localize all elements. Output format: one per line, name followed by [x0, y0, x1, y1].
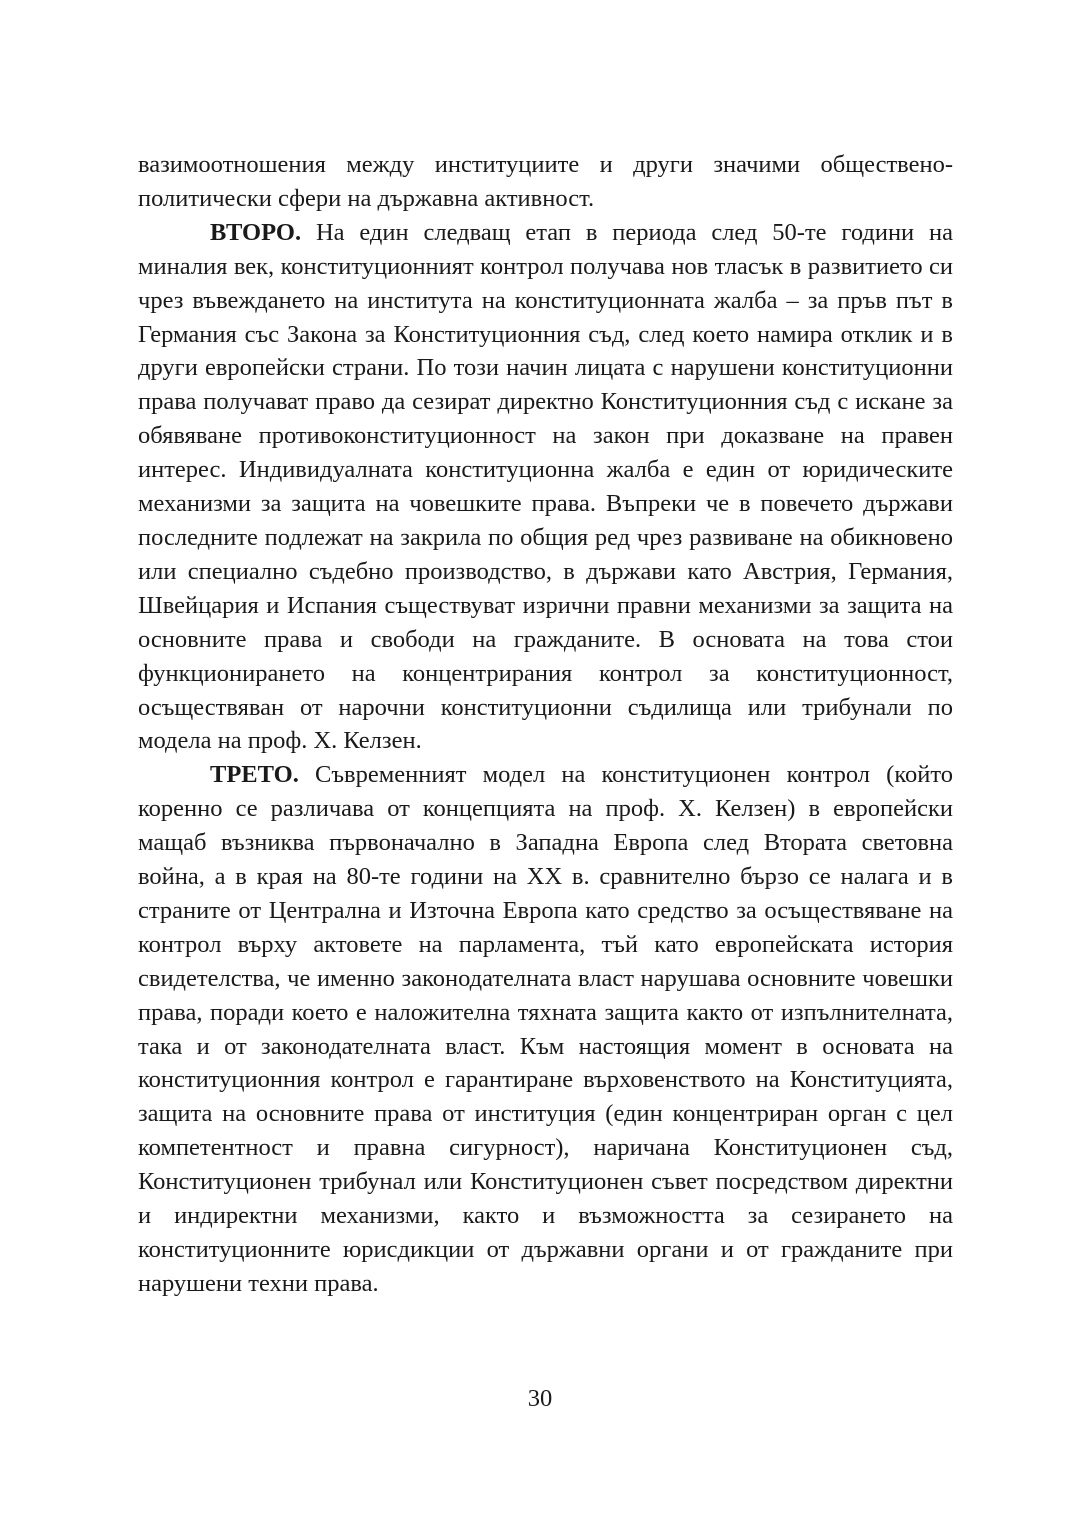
paragraph-third [138, 758, 953, 1301]
continuation-paragraph: вазимоотношения между институциите и други значими обществено-политически сфери на държавна активност. [138, 151, 953, 212]
body-text [138, 148, 953, 1301]
paragraph-second [138, 216, 953, 759]
page-number: 30 [527, 1385, 553, 1412]
paragraph-second-lead-in: ВТОРО. [210, 218, 302, 246]
paragraph-second-text: На един следващ етап в периода след 50-те години на миналия век, конституционният контрол получава нов тласък в развитието си чрез въвеждането на института на конституционната жалба – за пръв път в Германия със Закона за Конституционния съд, след което намира отклик и в други европейски страни. По този начин лицата с нарушени конституционни права получават право да сезират директно Конституционния съд с искане за обявяване противоконституционност на закон при доказване на правен интерес. Индивидуалната конституционна жалба е един от юридическите механизми за защита на човешките права. Въпреки че в повечето държави последните подлежат на закрила по общия ред чрез развиване на обикновено или специално съдебно производство, в държави като Австрия, Германия, Швейцария и Испания съществуват изрични правни механизми за защита на основните права и свободи на гражданите. В основата на това стои функционирането на концентрирания контрол за конституционност, осъществяван от нарочни конституционни съдилища или трибунали по модела на проф. Х. Келзен. [138, 218, 953, 755]
paragraph-third-text: Съвременният модел на конституционен контрол (който коренно се различава от концепцията на проф. Х. Келзен) в европейски мащаб възниква първоначално в Западна Европа след Втората световна война, а в края на 80-те години на XX в. сравнително бързо се налага и в страните от Централна и Източна Европа като средство за осъществяване на контрол върху актовете на парламента, тъй като европейската история свидетелства, че именно законодателната власт нарушава основните човешки права, поради което е наложителна тяхната защита както от изпълнителната, така и от законодателната власт. Към настоящия момент в основата на конституционния контрол е гарантиране върховенството на Конституцията, защита на основните права от институция (един концентриран орган с цел компетентност и правна сигурност), наричана Конституционен съд, Конституционен трибунал или Конституционен съвет посредством директни и индиректни механизми, както и възможността за сезирането на конституционните юрисдикции от държавни органи и от гражданите при нарушени техни права. [138, 761, 953, 1297]
paragraph-third-lead-in: ТРЕТО. [210, 761, 299, 789]
